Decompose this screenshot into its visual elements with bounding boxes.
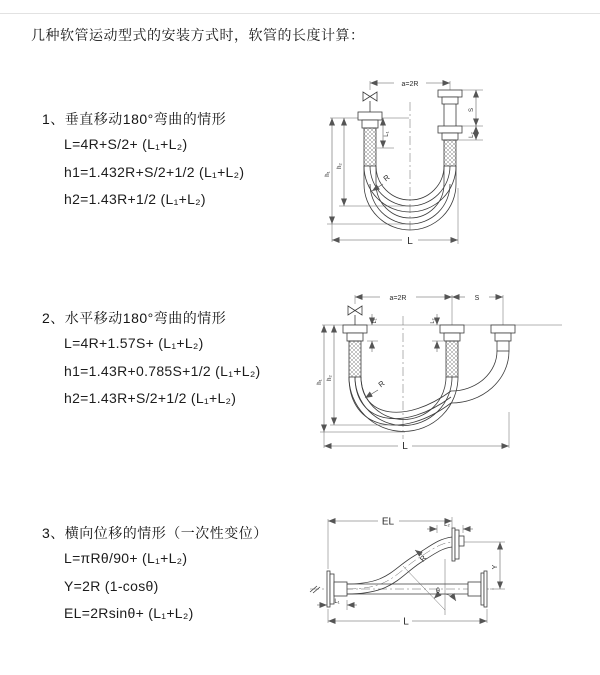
h1-label: h₁ — [317, 379, 323, 385]
dimension-l2 — [427, 522, 473, 533]
formula-h2: h2=1.43R+1/2 (L₁+L₂) — [64, 191, 206, 207]
radius-callout — [365, 378, 387, 398]
diagram-lateral-displacement — [300, 503, 600, 648]
section-2-heading: 2、水平移动180°弯曲的情形 — [42, 310, 227, 326]
dimension-l1 — [317, 599, 357, 610]
radius-callout — [372, 172, 392, 191]
hose-u-bend — [349, 351, 509, 431]
span-label: a=2R — [401, 80, 419, 88]
s-label: S — [474, 294, 480, 302]
section-3-heading: 3、横向位移的情形（一次性变位） — [42, 525, 268, 541]
length-label: L — [407, 236, 413, 247]
theta-label: θ — [436, 588, 440, 595]
diagram-vertical-180-bend — [310, 68, 590, 258]
formula-h2: h2=1.43R+S/2+1/2 (L₁+L₂) — [64, 390, 237, 406]
dimension-length — [328, 609, 487, 628]
dimension-l1 — [367, 314, 378, 352]
l1-label: L₁ — [372, 318, 378, 324]
left-pipe-assembly — [343, 325, 367, 377]
dimension-s — [452, 295, 503, 325]
formula-length: L=4R+1.57S+ (L₁+L₂) — [64, 335, 204, 351]
middle-pipe-assembly — [440, 325, 464, 377]
formula-h1: h1=1.432R+S/2+1/2 (L₁+L₂) — [64, 164, 245, 180]
h1-label: h₁ — [325, 171, 331, 177]
radius-label: R — [417, 553, 429, 564]
section-1-heading: 1、垂直移动180°弯曲的情形 — [42, 111, 227, 127]
l2-label: L₂ — [430, 318, 436, 324]
diagram-horizontal-180-bend — [310, 282, 600, 472]
formula-length: L=πRθ/90+ (L₁+L₂) — [64, 550, 188, 566]
dimension-l1 — [377, 118, 394, 148]
y-label: Y — [492, 564, 499, 570]
formula-y: Y=2R (1-cosθ) — [64, 578, 159, 594]
radius-callout — [415, 550, 429, 563]
formula-el: EL=2Rsinθ+ (L₁+L₂) — [64, 605, 194, 621]
scan-artifact-line — [0, 13, 600, 14]
upper-flange-assembly — [452, 528, 464, 561]
left-pipe-assembly — [330, 112, 409, 169]
formula-h1: h1=1.43R+0.785S+1/2 (L₁+L₂) — [64, 363, 261, 379]
span-label: a=2R — [389, 294, 407, 302]
dimension-el — [328, 517, 452, 570]
dimension-h2 — [327, 325, 403, 425]
displaced-hose — [347, 537, 452, 594]
radius-label: R — [381, 172, 392, 184]
lower-right-flange-assembly — [468, 571, 487, 607]
valve-icon — [363, 92, 377, 112]
dimension-span-a2r — [355, 295, 452, 325]
dimension-span-a2r — [370, 81, 450, 90]
length-label: L — [402, 441, 408, 452]
el-label: EL — [381, 516, 395, 528]
formula-length: L=4R+S/2+ (L₁+L₂) — [64, 136, 188, 152]
right-pipe-assembly — [438, 90, 462, 166]
l2-label: L₂ — [469, 132, 475, 138]
moved-pipe-assembly — [491, 325, 515, 351]
l1-label: L₁ — [334, 599, 340, 605]
h2-label: h₂ — [337, 163, 343, 169]
l1-label: L₁ — [384, 131, 390, 137]
length-label: L — [403, 616, 409, 628]
valve-icon — [348, 306, 362, 325]
page-title: 几种软管运动型式的安装方式时，软管的长度计算： — [31, 27, 365, 43]
l2-label: L₂ — [444, 522, 450, 528]
h2-label: h₂ — [327, 375, 333, 381]
s-label: S — [469, 107, 475, 113]
angle-theta-callout — [403, 559, 456, 615]
dimension-l2 — [469, 126, 476, 140]
radius-label: R — [376, 378, 387, 390]
